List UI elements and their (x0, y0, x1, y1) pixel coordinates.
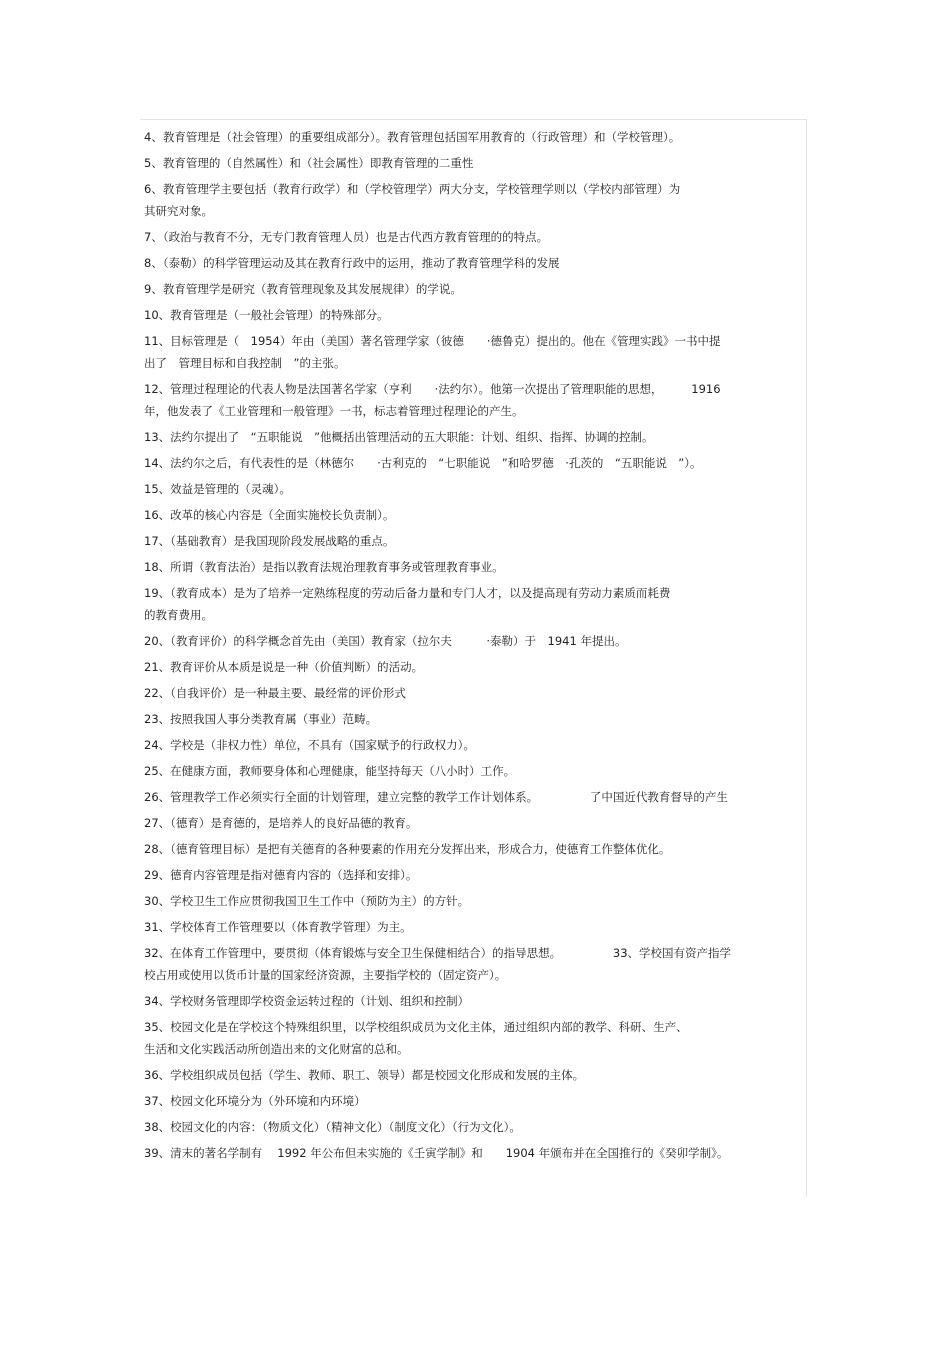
list-item (144, 862, 804, 888)
item-line: 9、教育管理学是研究（教育管理现象及其发展规律）的学说。 (144, 282, 462, 296)
item-line: 生活和文化实践活动所创造出来的文化财富的总和。 (144, 1042, 409, 1056)
item-line: 14、法约尔之后，有代表性的是（林德尔 ·古利克的 “七职能说 ”和哈罗德 ·孔茨的 “五职能说 ”）。 (144, 456, 702, 470)
list-item (144, 554, 804, 580)
list-item (144, 628, 804, 654)
list-item (144, 580, 804, 624)
item-line: 26、管理教学工作必须实行全面的计划管理，建立完整的教学工作计划体系。 了中国近代教育督导的产生 (144, 790, 728, 804)
list-item (144, 836, 804, 862)
list-item (144, 732, 804, 758)
list-item (144, 150, 804, 176)
list-item (144, 758, 804, 784)
list-item (144, 680, 804, 706)
item-line: 32、在体育工作管理中，要贯彻（体育锻炼与安全卫生保健相结合）的指导思想。 33、学校国有资产指学 (144, 946, 732, 960)
list-item (144, 276, 804, 302)
item-line: 5、教育管理的（自然属性）和（社会属性）即教育管理的二重性 (144, 156, 474, 170)
list-item (144, 940, 804, 984)
list-item (144, 124, 804, 150)
list-item (144, 1014, 804, 1058)
item-line: 37、校园文化环境分为（外环境和内环境） (144, 1094, 366, 1108)
item-line: 35、校园文化是在学校这个特殊组织里，以学校组织成员为文化主体，通过组织内部的教学、科研、生产、 (144, 1020, 688, 1034)
item-line: 36、学校组织成员包括（学生、教师、职工、领导）都是校园文化形成和发展的主体。 (144, 1068, 585, 1082)
item-line: 13、法约尔提出了 “五职能说 ”他概括出管理活动的五大职能：计划、组织、指挥、协调的控制。 (144, 430, 654, 444)
item-line: 12、管理过程理论的代表人物是法国著名学家（亨利 ·法约尔）。他第一次提出了管理职能的思想， 1916 (144, 382, 721, 396)
item-line: 18、所谓（教育法治）是指以教育法规治理教育事务或管理教育事业。 (144, 560, 504, 574)
item-line: 年，他发表了《工业管理和一般管理》一书，标志着管理过程理论的产生。 (144, 404, 524, 418)
item-line: 其研究对象。 (144, 204, 213, 218)
list-item (144, 528, 804, 554)
item-line: 39、清末的著名学制有 1992 年公布但未实施的《壬寅学制》和 1904 年颁布并在全国推行的《癸卯学制》。 (144, 1146, 729, 1160)
item-line: 30、学校卫生工作应贯彻我国卫生工作中（预防为主）的方针。 (144, 894, 470, 908)
list-item (144, 424, 804, 450)
item-line: 24、学校是（非权力性）单位，不具有（国家赋予的行政权力）。 (144, 738, 475, 752)
list-item (144, 1114, 804, 1140)
item-line: 出了 管理目标和自我控制 ”的主张。 (144, 356, 346, 370)
list-item (144, 810, 804, 836)
item-line: 校占用或使用以货币计量的国家经济资源，主要指学校的（固定资产）。 (144, 968, 507, 982)
list-item (144, 376, 804, 420)
list-item (144, 476, 804, 502)
item-line: 8、（泰勒）的科学管理运动及其在教育行政中的运用，推动了教育管理学科的发展 (144, 256, 560, 270)
list-item (144, 1062, 804, 1088)
item-line: 28、（德育管理目标）是把有关德育的各种要素的作用充分发挥出来，形成合力，使德育工作整体优化。 (144, 842, 671, 856)
item-line: 20、（教育评价）的科学概念首先由（美国）教育家（拉尔夫 ·泰勒）于 1941 年提出。 (144, 634, 627, 648)
list-item (144, 176, 804, 220)
item-line: 10、教育管理是（一般社会管理）的特殊部分。 (144, 308, 389, 322)
list-item (144, 1140, 804, 1166)
document-body (144, 124, 804, 1166)
item-line: 7、（政治与教育不分，无专门教育管理人员）也是古代西方教育管理的的特点。 (144, 230, 549, 244)
item-line: 22、（自我评价）是一种最主要、最经常的评价形式 (144, 686, 406, 700)
list-item (144, 1088, 804, 1114)
list-item (144, 328, 804, 372)
item-line: 的教育费用。 (144, 608, 213, 622)
list-item (144, 784, 804, 810)
item-line: 25、在健康方面，教师要身体和心理健康，能坚持每天（八小时）工作。 (144, 764, 516, 778)
item-line: 19、（教育成本）是为了培养一定熟练程度的劳动后备力量和专门人才，以及提高现有劳动力素质而耗费 (144, 586, 671, 600)
list-item (144, 914, 804, 940)
item-line: 11、目标管理是（ 1954）年由（美国）著名管理学家（彼德 ·德鲁克）提出的。他在《管理实践》一书中提 (144, 334, 721, 348)
item-line: 4、教育管理是（社会管理）的重要组成部分）。教育管理包括国军用教育的（行政管理）和（学校管理）。 (144, 130, 681, 144)
item-line: 29、德育内容管理是指对德育内容的（选择和安排）。 (144, 868, 418, 882)
list-item (144, 988, 804, 1014)
item-line: 6、教育管理学主要包括（教育行政学）和（学校管理学）两大分支，学校管理学则以（学校内部管理）为 (144, 182, 681, 196)
item-line: 21、教育评价从本质是说是一种（价值判断）的活动。 (144, 660, 424, 674)
item-line: 16、改革的核心内容是（全面实施校长负责制）。 (144, 508, 395, 522)
list-item (144, 450, 804, 476)
list-item (144, 706, 804, 732)
item-line: 23、按照我国人事分类教育属（事业）范畴。 (144, 712, 378, 726)
list-item (144, 224, 804, 250)
item-line: 17、（基础教育）是我国现阶段发展战略的重点。 (144, 534, 395, 548)
list-item (144, 654, 804, 680)
list-item (144, 302, 804, 328)
item-line: 15、效益是管理的（灵魂）。 (144, 482, 291, 496)
item-line: 34、学校财务管理即学校资金运转过程的（计划、组织和控制） (144, 994, 470, 1008)
item-line: 38、校园文化的内容：（物质文化）（精神文化）（制度文化）（行为文化）。 (144, 1120, 521, 1134)
list-item (144, 502, 804, 528)
item-line: 31、学校体育工作管理要以（体育教学管理）为主。 (144, 920, 412, 934)
item-line: 27、（德育）是育德的，是培养人的良好品德的教育。 (144, 816, 418, 830)
list-item (144, 250, 804, 276)
list-item (144, 888, 804, 914)
